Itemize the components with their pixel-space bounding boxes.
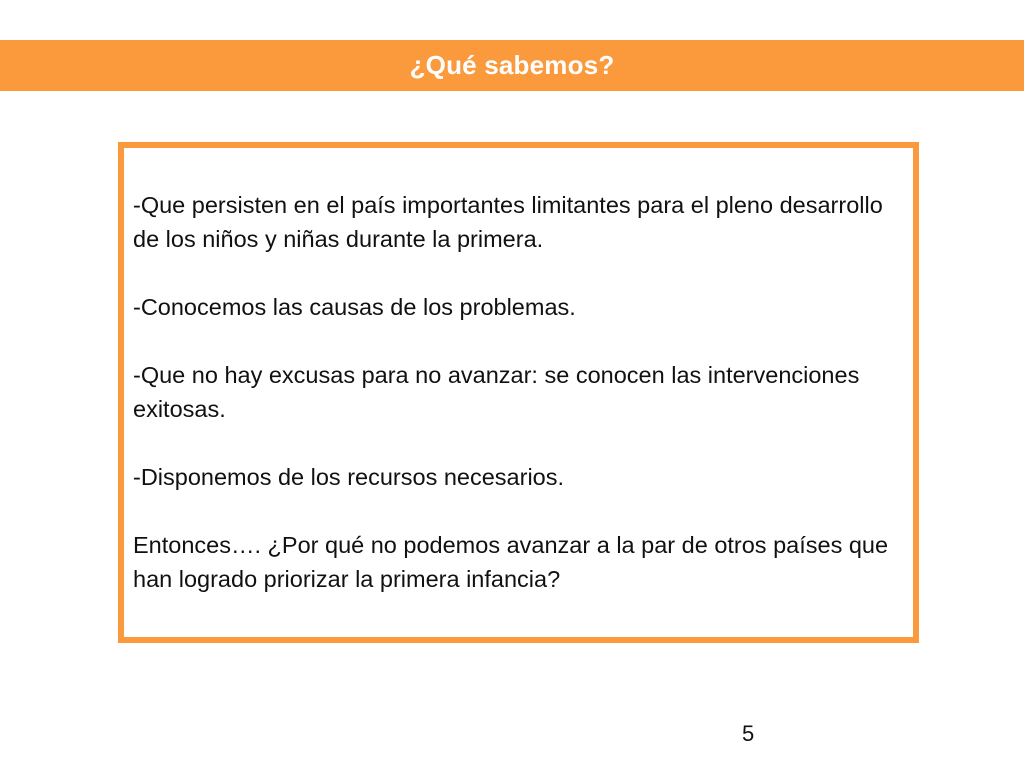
content-box bbox=[118, 142, 919, 643]
title-bar bbox=[0, 40, 1024, 91]
paragraph-no-excuses: -Que no hay excusas para no avanzar: se conocen las intervenciones exitosas. bbox=[133, 362, 860, 422]
paragraph-causes: -Conocemos las causas de los problemas. bbox=[133, 294, 576, 320]
page-number: 5 bbox=[742, 721, 755, 746]
slide-title: ¿Qué sabemos? bbox=[409, 50, 615, 80]
paragraph-limitations: -Que persisten en el país importantes limitantes para el pleno desarrollo de los niños y niñas durante la primera. bbox=[133, 192, 883, 252]
content-text bbox=[133, 188, 905, 596]
paragraph-question: Entonces…. ¿Por qué no podemos avanzar a la par de otros países que han logrado priorizar la primera infancia? bbox=[133, 532, 889, 592]
paragraph-resources: -Disponemos de los recursos necesarios. bbox=[133, 464, 565, 490]
